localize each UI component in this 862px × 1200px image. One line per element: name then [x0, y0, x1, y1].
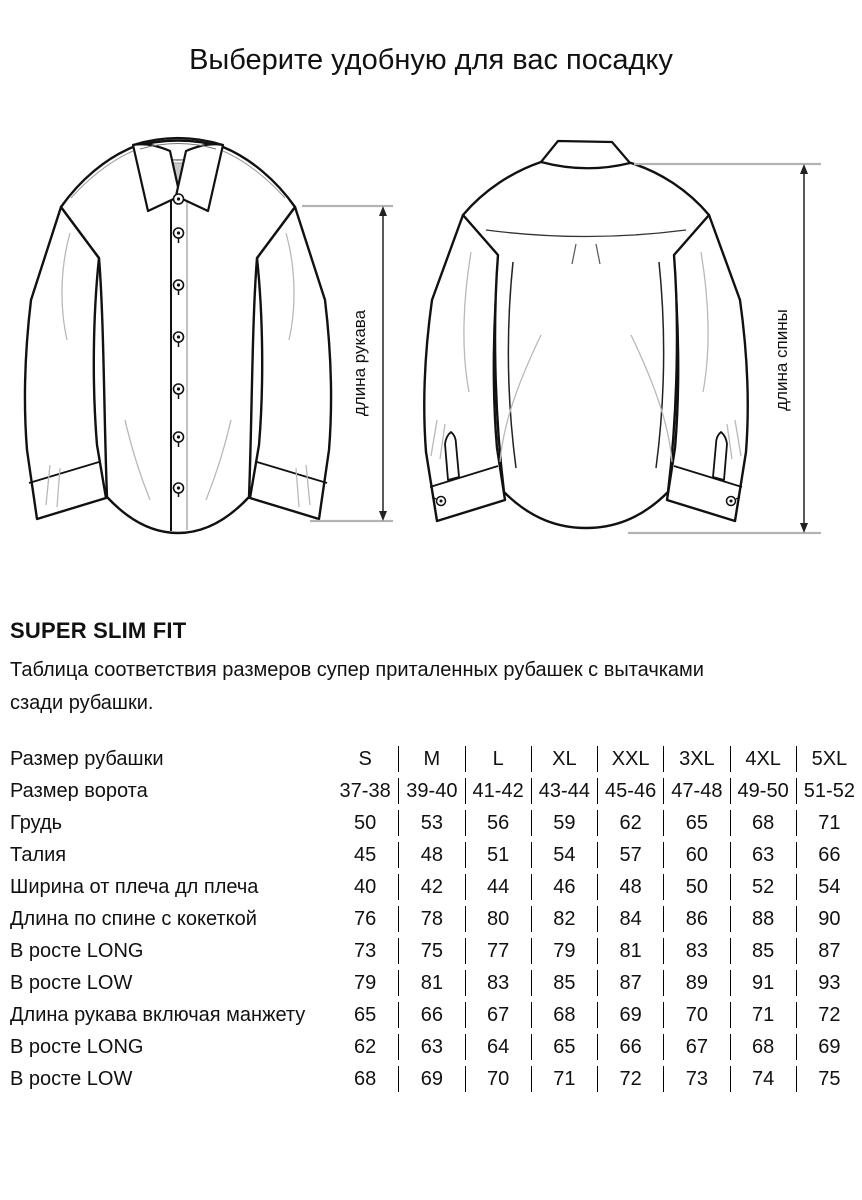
size-cell: 83 — [465, 970, 531, 996]
size-cell: 45-46 — [597, 778, 663, 804]
size-cell: 73 — [663, 1066, 729, 1092]
row-label: В росте LONG — [10, 939, 144, 962]
size-cell: 65 — [354, 1003, 377, 1026]
size-cell: 57 — [597, 842, 663, 868]
size-cell: 70 — [663, 1002, 729, 1028]
size-cell: 37-38 — [339, 779, 391, 802]
size-cell: 49-50 — [730, 778, 796, 804]
page-title: Выберите удобную для вас посадку — [189, 44, 673, 76]
size-cell: 66 — [398, 1002, 464, 1028]
size-cell: 69 — [398, 1066, 464, 1092]
size-cell: 3XL — [663, 746, 729, 772]
size-cell: 79 — [354, 971, 377, 994]
section-description — [10, 654, 704, 720]
size-cell: 85 — [531, 970, 597, 996]
size-cell: 80 — [465, 906, 531, 932]
size-cell: 81 — [398, 970, 464, 996]
size-cell: 44 — [465, 874, 531, 900]
size-table — [10, 740, 862, 1098]
size-cell: 75 — [398, 938, 464, 964]
size-cell: 46 — [531, 874, 597, 900]
table-row — [10, 874, 862, 900]
size-cell: 41-42 — [465, 778, 531, 804]
size-cell: 51-52 — [796, 778, 862, 804]
size-cell: 74 — [730, 1066, 796, 1092]
table-row — [10, 810, 862, 836]
size-cell: XL — [531, 746, 597, 772]
size-cell: 65 — [531, 1034, 597, 1060]
size-cell: 78 — [398, 906, 464, 932]
table-row — [10, 1034, 862, 1060]
size-cell: M — [398, 746, 464, 772]
table-row — [10, 970, 862, 996]
size-cell: 66 — [597, 1034, 663, 1060]
size-cell: 5XL — [796, 746, 862, 772]
size-cell: 65 — [663, 810, 729, 836]
size-cell: 68 — [354, 1067, 377, 1090]
table-row — [10, 1066, 862, 1092]
size-cell: 63 — [398, 1034, 464, 1060]
size-cell: 4XL — [730, 746, 796, 772]
size-cell: 71 — [796, 810, 862, 836]
size-cell: 67 — [663, 1034, 729, 1060]
row-label: В росте LOW — [10, 971, 133, 994]
size-cell: 59 — [531, 810, 597, 836]
size-cell: 75 — [796, 1066, 862, 1092]
size-cell: 63 — [730, 842, 796, 868]
size-cell: 69 — [796, 1034, 862, 1060]
row-label: Длина по спине с кокеткой — [10, 907, 257, 930]
table-row — [10, 906, 862, 932]
size-cell: L — [465, 746, 531, 772]
description-line-1: Таблица соответствия размеров супер приталенных рубашек с вытачками — [10, 659, 704, 681]
size-cell: 43-44 — [531, 778, 597, 804]
size-cell: S — [358, 747, 372, 770]
front-shirt-drawing — [25, 138, 331, 533]
size-cell: 48 — [597, 874, 663, 900]
size-cell: 81 — [597, 938, 663, 964]
size-cell: 54 — [531, 842, 597, 868]
size-cell: 79 — [531, 938, 597, 964]
size-cell: 48 — [398, 842, 464, 868]
back-length-label: длина спины — [772, 309, 791, 411]
size-cell: 54 — [796, 874, 862, 900]
size-cell: 66 — [796, 842, 862, 868]
size-cell: 86 — [663, 906, 729, 932]
size-cell: 45 — [354, 843, 377, 866]
size-cell: 69 — [597, 1002, 663, 1028]
size-cell: 72 — [796, 1002, 862, 1028]
size-table-body — [10, 746, 862, 1092]
size-cell: 76 — [354, 907, 377, 930]
size-cell: 53 — [398, 810, 464, 836]
size-cell: 71 — [531, 1066, 597, 1092]
size-cell: 68 — [531, 1002, 597, 1028]
section-heading: SUPER SLIM FIT — [10, 618, 187, 643]
size-cell: 71 — [730, 1002, 796, 1028]
row-label: Размер рубашки — [10, 747, 164, 770]
size-cell: 84 — [597, 906, 663, 932]
size-cell: 67 — [465, 1002, 531, 1028]
size-cell: 42 — [398, 874, 464, 900]
size-cell: 50 — [663, 874, 729, 900]
sleeve-length-label: длина рукава — [350, 309, 369, 417]
row-label: Ширина от плеча дл плеча — [10, 875, 259, 898]
table-row — [10, 842, 862, 868]
description-line-2: сзади рубашки. — [10, 692, 154, 714]
size-cell: 52 — [730, 874, 796, 900]
table-row — [10, 1002, 862, 1028]
size-cell: 68 — [730, 810, 796, 836]
back-shirt-drawing — [424, 141, 748, 528]
size-cell: 85 — [730, 938, 796, 964]
size-cell: 73 — [354, 939, 377, 962]
size-cell: 72 — [597, 1066, 663, 1092]
row-label: Длина рукава включая манжету — [10, 1003, 306, 1026]
size-cell: 89 — [663, 970, 729, 996]
size-cell: 87 — [597, 970, 663, 996]
size-cell: 51 — [465, 842, 531, 868]
size-cell: XXL — [597, 746, 663, 772]
table-row — [10, 746, 862, 772]
row-label: Размер ворота — [10, 779, 148, 802]
size-cell: 87 — [796, 938, 862, 964]
size-cell: 62 — [597, 810, 663, 836]
row-label: В росте LONG — [10, 1035, 144, 1058]
size-table-wrap — [10, 740, 862, 1098]
size-cell: 56 — [465, 810, 531, 836]
row-label: Талия — [10, 843, 67, 866]
size-cell: 83 — [663, 938, 729, 964]
size-cell: 62 — [354, 1035, 377, 1058]
table-row — [10, 778, 862, 804]
size-cell: 70 — [465, 1066, 531, 1092]
size-cell: 77 — [465, 938, 531, 964]
size-cell: 90 — [796, 906, 862, 932]
size-cell: 93 — [796, 970, 862, 996]
row-label: Грудь — [10, 811, 63, 834]
size-cell: 40 — [354, 875, 377, 898]
size-cell: 68 — [730, 1034, 796, 1060]
size-cell: 47-48 — [663, 778, 729, 804]
size-cell: 50 — [354, 811, 377, 834]
size-cell: 60 — [663, 842, 729, 868]
size-cell: 88 — [730, 906, 796, 932]
size-cell: 91 — [730, 970, 796, 996]
size-cell: 39-40 — [398, 778, 464, 804]
row-label: В росте LOW — [10, 1067, 133, 1090]
size-cell: 64 — [465, 1034, 531, 1060]
table-row — [10, 938, 862, 964]
size-cell: 82 — [531, 906, 597, 932]
